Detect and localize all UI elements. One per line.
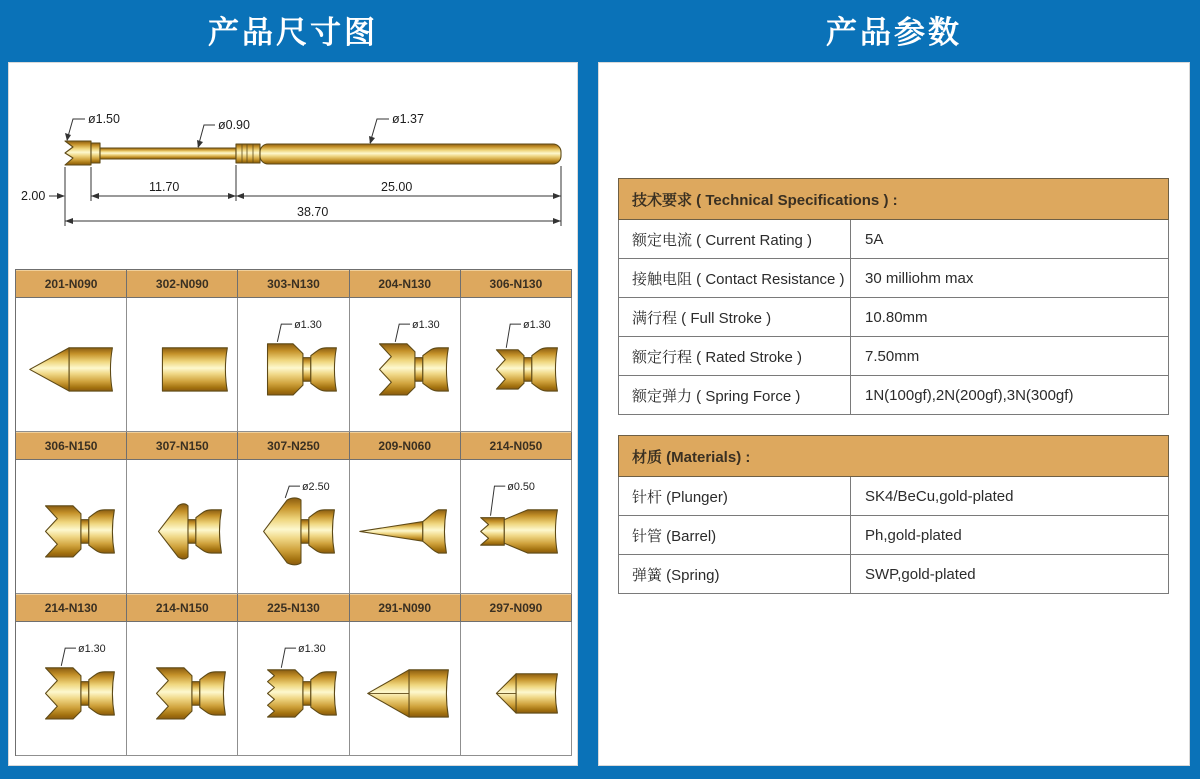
material-value: SK4/BeCu,gold-plated [865,487,1014,505]
material-row [618,516,1169,555]
parameters-panel [598,62,1190,766]
svg-text:ø1.30: ø1.30 [77,643,106,656]
dia-plunger-label: ø0.90 [218,118,250,132]
spec-row [618,298,1169,337]
crown-tip-drawing [16,460,126,593]
flat-tip-drawing [127,298,237,431]
pin-groove-rings [236,144,260,163]
material-title: 材质 (Materials) : [618,435,1169,477]
spec-value: 7.50mm [865,347,920,365]
pin-crown-tip [65,141,91,165]
chisel-tip-drawing [350,622,460,755]
material-label: 弹簧 (Spring) [619,555,851,593]
dim-tip-text: 2.00 [21,189,46,203]
chamfer-tip-drawing [461,622,571,755]
tip-cell-307-N250 [238,460,349,594]
crown_narrow-tip-drawing [461,460,571,593]
tip-code-label: 302-N090 [127,270,238,298]
tip-cell-307-N150 [127,460,238,594]
tip-code-label: 214-N150 [127,594,238,622]
spec-value: 30 milliohm max [865,269,974,287]
crown-tip-drawing [350,298,460,431]
tip-code-label: 201-N090 [16,270,127,298]
material-row [618,555,1169,594]
tip-code-label: 225-N130 [238,594,349,622]
dia-tip-label: ø1.50 [88,112,120,126]
spec-label: 接触电阻 ( Contact Resistance ) [619,259,851,297]
crown_sm-tip-drawing [461,298,571,431]
right-panel-title: 产品参数 [826,15,962,50]
spec-value: 1N(100gf),2N(200gf),3N(300gf) [865,386,1074,404]
tip-cell-214-N130 [16,622,127,756]
cone_wide-tip-drawing [238,460,348,593]
tip-style-grid [15,269,572,756]
tip-cell-303-N130 [238,298,349,432]
pin-collar [91,143,100,163]
tip-cell-214-N150 [127,622,238,756]
dim-total-text: 38.70 [297,205,329,219]
spec-label: 额定行程 ( Rated Stroke ) [619,337,851,375]
spec-label: 满行程 ( Full Stroke ) [619,298,851,336]
tip-cell-204-N130 [350,298,461,432]
left-panel-title: 产品尺寸图 [208,15,378,50]
materials-table [618,435,1169,594]
spec-row [618,376,1169,415]
tip-cell-201-N090 [16,298,127,432]
svg-text:ø2.50: ø2.50 [302,481,331,494]
dome-tip-drawing [127,460,237,593]
tip-code-label: 297-N090 [461,594,572,622]
tip-cell-214-N050 [461,460,572,594]
technical-specifications-table [618,178,1169,415]
tip-code-label: 303-N130 [238,270,349,298]
tip-code-label: 214-N050 [461,432,572,460]
tip-code-label: 306-N130 [461,270,572,298]
spec-label: 额定电流 ( Current Rating ) [619,220,851,258]
spec-row [618,337,1169,376]
material-value: SWP,gold-plated [865,565,976,583]
cone-tip-drawing [16,298,126,431]
svg-text:ø1.30: ø1.30 [298,643,327,656]
needle-tip-drawing [350,460,460,593]
tip-code-label: 209-N060 [350,432,461,460]
pin-plunger-shaft [100,148,236,159]
svg-text:ø1.30: ø1.30 [294,319,323,332]
svg-text:ø1.30: ø1.30 [411,319,440,332]
dimension-diagram-panel [8,62,578,766]
spec-label: 额定弹力 ( Spring Force ) [619,376,851,414]
tip-code-label: 307-N150 [127,432,238,460]
material-row [618,477,1169,516]
svg-text:ø0.50: ø0.50 [507,481,535,494]
dim-barrel-text: 25.00 [381,180,413,194]
tip-cell-225-N130 [238,622,349,756]
pin-barrel [260,144,561,164]
spec-value: 5A [865,230,884,248]
tip-cell-297-N090 [461,622,572,756]
spec-title: 技术要求 ( Technical Specifications ) : [618,178,1169,220]
dia-barrel-label: ø1.37 [392,112,424,126]
svg-text:ø1.30: ø1.30 [522,319,551,332]
tip-code-label: 204-N130 [350,270,461,298]
material-label: 针管 (Barrel) [619,516,851,554]
material-label: 针杆 (Plunger) [619,477,851,515]
stepped-tip-drawing [238,298,348,431]
material-value: Ph,gold-plated [865,526,962,544]
dim-plunger-text: 11.70 [149,180,180,194]
tip-code-label: 307-N250 [238,432,349,460]
tip-cell-209-N060 [350,460,461,594]
crown-tip-drawing [16,622,126,755]
crown-tip-drawing [127,622,237,755]
tip-cell-306-N150 [16,460,127,594]
crown_serr-tip-drawing [238,622,348,755]
spec-value: 10.80mm [865,308,928,326]
tip-code-label: 306-N150 [16,432,127,460]
pogo-pin-dimension-drawing [9,63,577,268]
tip-cell-302-N090 [127,298,238,432]
spec-row [618,259,1169,298]
tip-code-label: 214-N130 [16,594,127,622]
tip-cell-291-N090 [350,622,461,756]
spec-row [618,220,1169,259]
tip-cell-306-N130 [461,298,572,432]
tip-code-label: 291-N090 [350,594,461,622]
